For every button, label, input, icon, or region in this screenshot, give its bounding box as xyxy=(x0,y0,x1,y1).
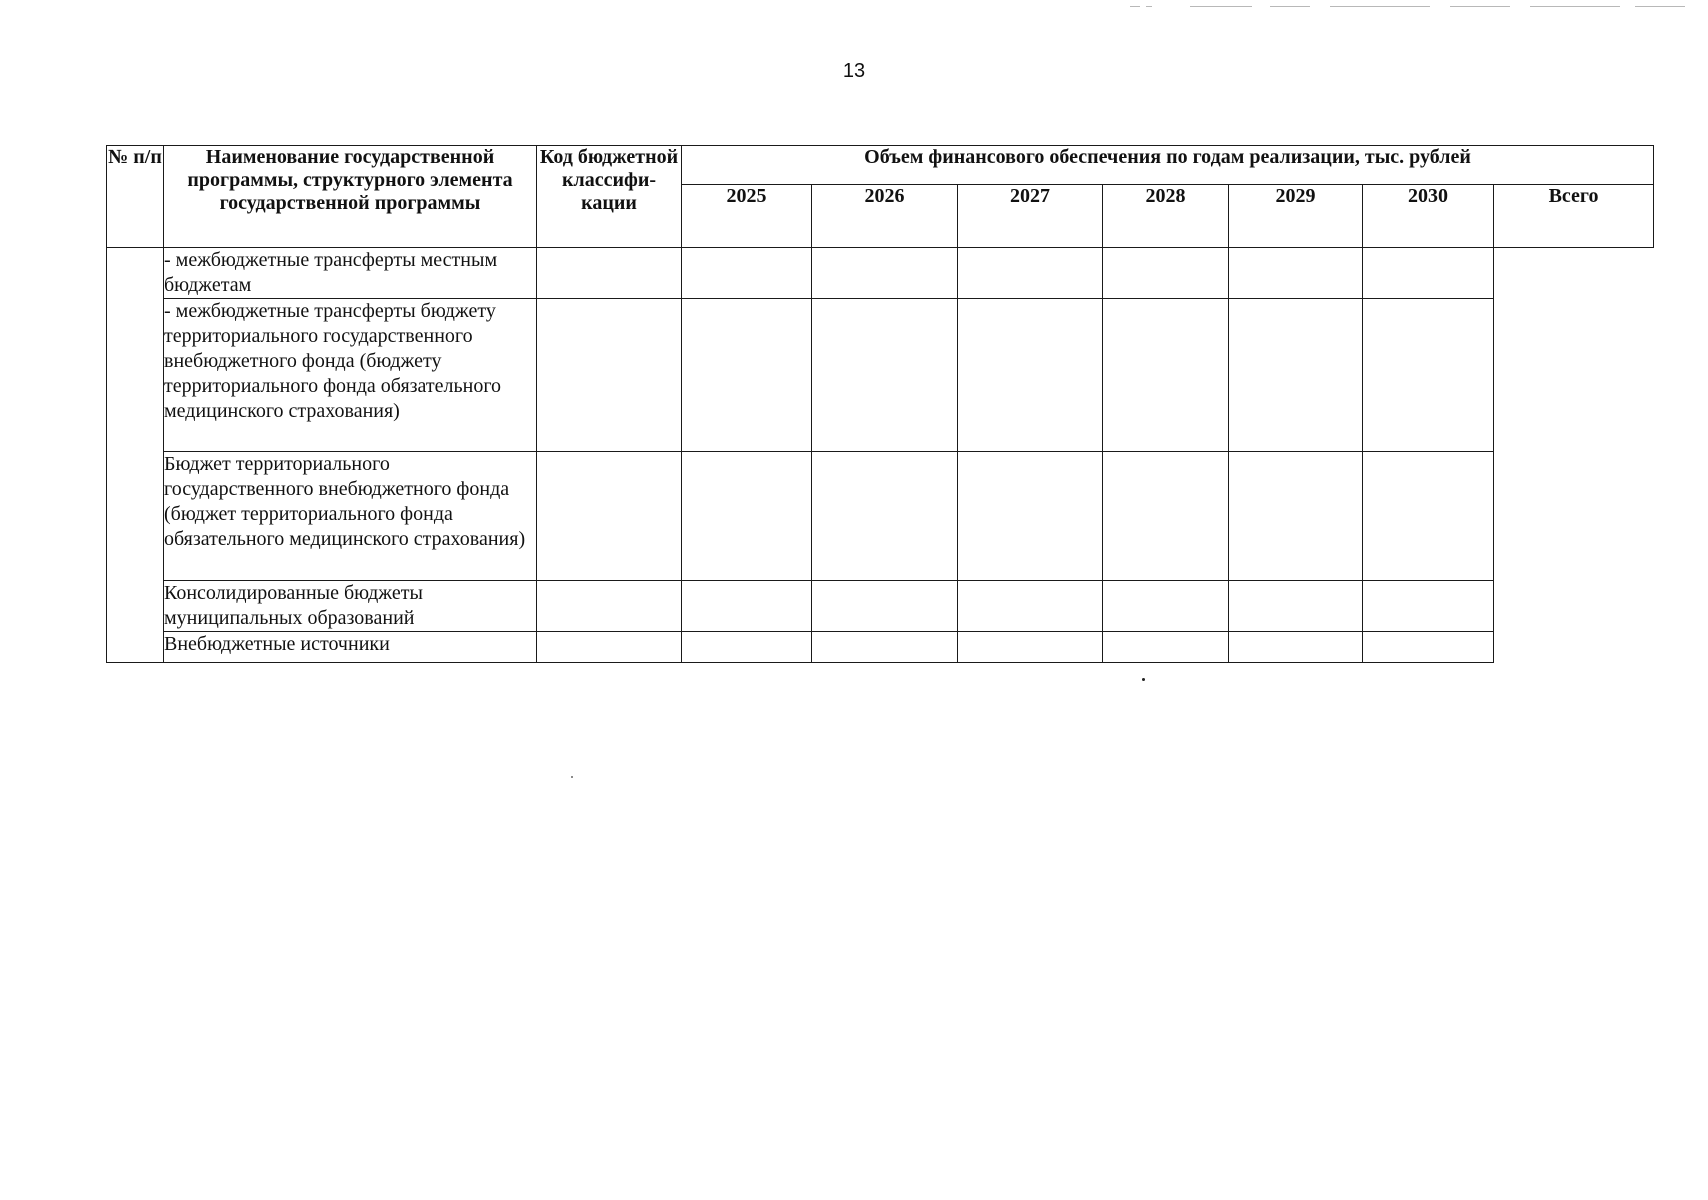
table-row xyxy=(107,452,1654,581)
row-name: - межбюджетные трансферты местным бюджетам xyxy=(164,248,537,299)
header-financing-volume: Объем финансового обеспечения по годам реализации, тыс. рублей xyxy=(682,146,1654,185)
value-cell xyxy=(812,581,958,632)
value-cell xyxy=(1103,452,1229,581)
value-cell xyxy=(812,299,958,452)
table-row xyxy=(107,581,1654,632)
row-name: Бюджет территориального государственного внебюджетного фонда (бюджет территориального фонда обязательного медицинского страхования) xyxy=(164,452,537,581)
header-year: 2028 xyxy=(1103,185,1229,248)
scan-speck xyxy=(1142,678,1145,681)
value-cell xyxy=(1103,632,1229,663)
header-total: Всего xyxy=(1494,185,1654,248)
header-program-name: Наименование государственной программы, структурного элемента государственной программы xyxy=(164,146,537,248)
header-budget-code-label: Код бюджетной классифи-кации xyxy=(539,146,679,214)
header-year: 2025 xyxy=(682,185,812,248)
value-cell xyxy=(1363,248,1494,299)
value-cell xyxy=(958,452,1103,581)
value-cell xyxy=(537,581,682,632)
value-cell xyxy=(682,581,812,632)
header-year: 2029 xyxy=(1229,185,1363,248)
value-cell xyxy=(958,581,1103,632)
value-cell xyxy=(537,452,682,581)
value-cell xyxy=(812,632,958,663)
value-cell xyxy=(1103,248,1229,299)
row-name: - межбюджетные трансферты бюджету территориального государственного внебюджетного фонда (бюджету территориального фонда обязательного медицинского страхования) xyxy=(164,299,537,452)
value-cell xyxy=(1229,248,1363,299)
value-cell xyxy=(812,248,958,299)
value-cell xyxy=(537,248,682,299)
value-cell xyxy=(682,632,812,663)
value-cell xyxy=(682,299,812,452)
value-cell xyxy=(1363,632,1494,663)
page-number: 13 xyxy=(842,60,866,82)
scan-artifact-lines xyxy=(1130,6,1690,10)
scan-speck xyxy=(571,776,573,778)
table-row xyxy=(107,632,1654,663)
financing-table xyxy=(106,145,1654,663)
value-cell xyxy=(812,452,958,581)
header-number: № п/п xyxy=(107,146,164,248)
value-cell xyxy=(682,248,812,299)
value-cell xyxy=(1229,452,1363,581)
header-budget-code xyxy=(537,146,682,248)
value-cell xyxy=(1229,632,1363,663)
value-cell xyxy=(1363,452,1494,581)
value-cell xyxy=(537,299,682,452)
table-row xyxy=(107,299,1654,452)
value-cell xyxy=(1103,299,1229,452)
row-number-cell xyxy=(107,248,164,663)
header-year: 2027 xyxy=(958,185,1103,248)
value-cell xyxy=(1363,581,1494,632)
value-cell xyxy=(1103,581,1229,632)
value-cell xyxy=(1229,581,1363,632)
row-name: Консолидированные бюджеты муниципальных образований xyxy=(164,581,537,632)
value-cell xyxy=(958,632,1103,663)
value-cell xyxy=(1229,299,1363,452)
value-cell xyxy=(958,248,1103,299)
value-cell xyxy=(682,452,812,581)
header-year: 2026 xyxy=(812,185,958,248)
value-cell xyxy=(537,632,682,663)
row-name: Внебюджетные источники xyxy=(164,632,537,663)
value-cell xyxy=(1363,299,1494,452)
value-cell xyxy=(958,299,1103,452)
table-row xyxy=(107,248,1654,299)
header-year: 2030 xyxy=(1363,185,1494,248)
header-row-top xyxy=(107,146,1654,185)
